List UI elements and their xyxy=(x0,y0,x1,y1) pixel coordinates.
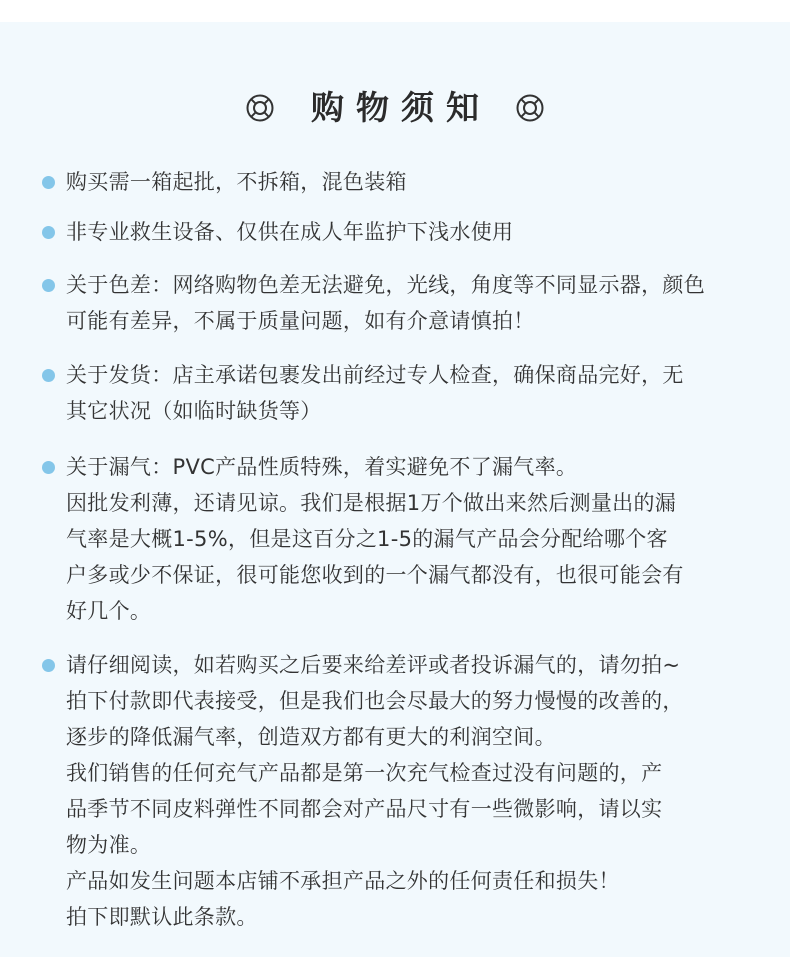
item-line: 购买需一箱起批，不拆箱，混色装箱 xyxy=(66,170,407,194)
item-line: 其它状况（如临时缺货等） xyxy=(66,399,322,423)
bullet-dot-icon xyxy=(42,659,55,672)
item-line: 品季节不同皮料弹性不同都会对产品尺寸有一些微影响，请以实 xyxy=(66,797,663,821)
page-title: 购物须知 xyxy=(311,88,491,127)
bullet-dot-icon xyxy=(42,279,55,292)
item-line: 我们销售的任何充气产品都是第一次充气检查过没有问题的，产 xyxy=(66,761,663,785)
item-line: 好几个。 xyxy=(66,599,152,623)
item-line: 非专业救生设备、仅供在成人年监护下浅水使用 xyxy=(66,220,514,244)
item-line: 物为准。 xyxy=(66,833,152,857)
bullet-dot-icon xyxy=(42,461,55,474)
item-line: 拍下即默认此条款。 xyxy=(66,905,258,929)
item-line: 产品如发生问题本店铺不承担产品之外的任何责任和损失！ xyxy=(66,869,620,893)
bullet-dot-icon xyxy=(42,226,55,239)
lifebuoy-icon xyxy=(245,93,275,123)
item-line: 拍下付款即代表接受，但是我们也会尽最大的努力慢慢的改善的， xyxy=(66,689,684,713)
bullet-dot-icon xyxy=(42,176,55,189)
item-line: 请仔细阅读，如若购买之后要来给差评或者投诉漏气的，请勿拍~ xyxy=(66,653,681,677)
item-line: 可能有差异，不属于质量问题，如有介意请慎拍！ xyxy=(66,309,535,333)
item-line: 逐步的降低漏气率，创造双方都有更大的利润空间。 xyxy=(66,725,556,749)
item-line: 关于漏气：PVC产品性质特殊，着实避免不了漏气率。 xyxy=(66,455,578,479)
item-line: 气率是大概1-5%，但是这百分之1-5的漏气产品会分配给哪个客 xyxy=(66,527,668,551)
item-line: 关于色差：网络购物色差无法避免，光线，角度等不同显示器，颜色 xyxy=(66,273,705,297)
bullet-dot-icon xyxy=(42,369,55,382)
item-line: 关于发货：店主承诺包裹发出前经过专人检查，确保商品完好，无 xyxy=(66,363,684,387)
lifebuoy-icon xyxy=(515,93,545,123)
item-line: 因批发利薄，还请见谅。我们是根据1万个做出来然后测量出的漏 xyxy=(66,491,677,515)
item-line: 户多或少不保证，很可能您收到的一个漏气都没有，也很可能会有 xyxy=(66,563,684,587)
title-row xyxy=(0,84,790,132)
